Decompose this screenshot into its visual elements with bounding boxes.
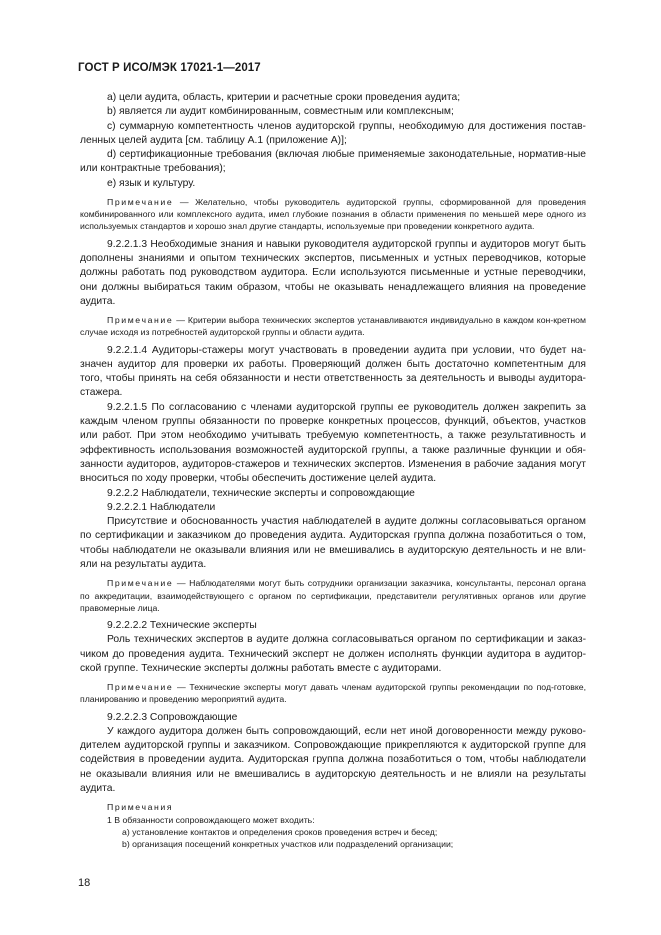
list-item-a: a) цели аудита, область, критерии и расчетные сроки проведения аудита;	[107, 92, 461, 103]
note-label: Примечание	[107, 197, 174, 208]
note-4	[80, 681, 586, 705]
list-item-b: b) является ли аудит комбинированным, совместным или комплексным;	[107, 106, 454, 118]
note-text: — Технические эксперты могут давать членам аудиторской группы рекомендации по под-готовке, планированию и проведению мероприятий аудита.	[80, 682, 586, 705]
heading-9-2-2-2-3: 9.2.2.2.3 Сопровождающие	[107, 711, 238, 723]
paragraph-9-2-2-1-5: 9.2.2.1.5 По согласованию с членами аудиторской группы ее руководитель должен закрепить за каждым членом группы обязанности по проверке конкретных процессов, функций, объектов, участков или работ. При этом необходимо учитывать требуемую компетентность, а также результативность и эффективность использования возможностей аудиторской группы, а также различные функции и обя-занности аудиторов, аудиторов-стажеров и технических экспертов. Изменения в рабочие задания могут вноситься по ходу проверки, чтобы обеспечить достижение целей аудита.	[80, 401, 586, 485]
note-label: Примечание	[107, 315, 174, 326]
document-body	[80, 91, 586, 850]
note-3	[80, 577, 586, 614]
paragraph-experts: Роль технических экспертов в аудите должна согласовываться органом по сертификации и заказ-чиком до проведения аудита. Технический эксперт не должен исполнять функции аудитора в аудитор-ской группе. Технические эксперты должны работать вместе с аудиторами.	[80, 634, 586, 674]
document-header: ГОСТ Р ИСО/МЭК 17021-1—2017	[78, 62, 261, 74]
heading-9-2-2-2: 9.2.2.2 Наблюдатели, технические эксперты и сопровождающие	[107, 487, 415, 499]
note-text: — Наблюдателями могут быть сотрудники организации заказчика, консультанты, персонал органа по аккредитации, взаимодействующего с органом по сертификации, представители регулятивных органов или другие правомерные лица.	[80, 578, 586, 613]
notes-final-sub-b: b) организация посещений конкретных участков или подразделений организации;	[122, 838, 454, 849]
list-item-c: c) суммарную компетентность членов аудиторской группы, необходимую для достижения постав-ленных целей аудита [см. таблицу А.1 (приложение А)];	[80, 120, 586, 146]
list-item-d: d) сертификационные требования (включая любые применяемые законодательные, норматив-ные или контрактные требования);	[80, 149, 586, 175]
page-number: 18	[78, 877, 91, 889]
notes-final-sub-a: a) установление контактов и определения сроков проведения встреч и бесед;	[122, 826, 438, 837]
note-label: Примечание	[107, 578, 174, 589]
paragraph-9-2-2-1-4: 9.2.2.1.4 Аудиторы-стажеры могут участвовать в проведении аудита при условии, что будет на-значен аудитор для проверки их работы. Проверяющий должен быть достаточно компетентным для того, чтобы принять на себя обязанности и нести ответственность за деятельность и выводы аудитора-стажера.	[80, 344, 586, 399]
note-1	[80, 196, 586, 233]
paragraph-guides: У каждого аудитора должен быть сопровождающий, если нет иной договоренности между руково-дителем аудиторской группы и заказчиком. Сопровождающие прикрепляются к аудиторской группе для содействия в проведении аудита. Аудиторская группа должна позаботиться о том, чтобы наблюдатели не оказывали влияния или не вмешивались в аудиторскую деятельность и не влияли на результаты аудита.	[80, 725, 586, 795]
notes-final-item-1: 1 В обязанности сопровождающего может входить:	[107, 814, 315, 825]
list-item-e: e) язык и культуру.	[107, 177, 196, 189]
heading-9-2-2-2-1: 9.2.2.2.1 Наблюдатели	[107, 501, 216, 513]
heading-9-2-2-2-2: 9.2.2.2.2 Технические эксперты	[107, 619, 257, 631]
notes-final-label: Примечания	[107, 802, 174, 813]
paragraph-9-2-2-1-3: 9.2.2.1.3 Необходимые знания и навыки руководителя аудиторской группы и аудиторов могут быть дополнены знаниями и опытом технических экспертов, письменных и устных переводчиков, которые должны работать под руководством аудитора. Если используются письменные и устные переводчики, они должны выбираться таким образом, чтобы не оказывать ненадлежащего влияния на проведение аудита.	[80, 238, 586, 307]
note-text: — Критерии выбора технических экспертов устанавливаются индивидуально в каждом кон-кретном случае исходя из потребностей аудиторской группы и области аудита.	[80, 315, 586, 338]
note-text: — Желательно, чтобы руководитель аудиторской группы, сформированной для проведения комбинированного или комплексного аудита, имел глубокие познания в области применения по меньшей мере одного из используемых стандартов и хорошо знал другие стандарты, используемые при проведении конкретного аудита.	[80, 197, 586, 232]
note-label: Примечание	[107, 682, 174, 693]
note-2	[80, 314, 586, 338]
paragraph-observers: Присутствие и обоснованность участия наблюдателей в аудите должны согласовываться органом по сертификации и заказчиком до проведения аудита. Аудиторская группа должна позаботиться о том, чтобы наблюдатели не оказывали влияния или не вмешивались в аудиторскую деятельность и не вли-яли на результаты аудита.	[80, 516, 586, 571]
